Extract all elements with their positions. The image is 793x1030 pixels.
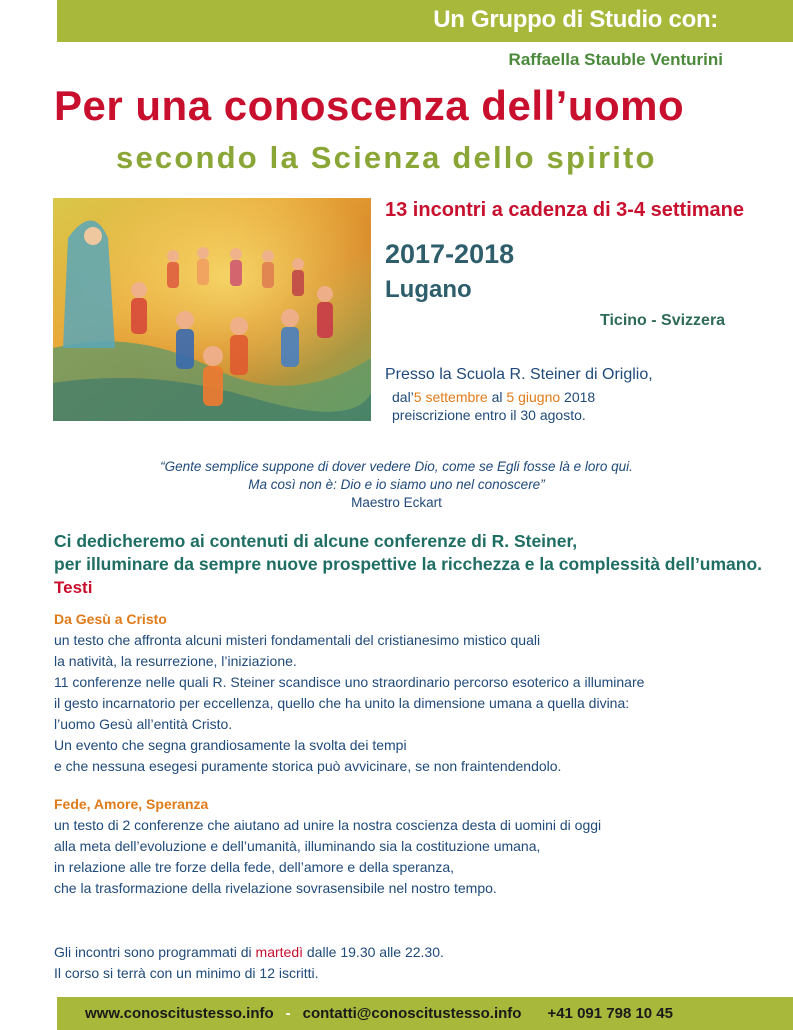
schedule-line bbox=[54, 942, 444, 963]
date-range bbox=[392, 389, 595, 405]
years: 2017-2018 bbox=[385, 239, 515, 269]
schedule-day: martedì bbox=[255, 944, 303, 960]
footer-contacts bbox=[85, 1005, 673, 1022]
book-2-line: in relazione alle tre forze della fede, dell’amore e della speranza, bbox=[54, 859, 455, 875]
book-1-line: un testo che affronta alcuni misteri fondamentali del cristianesimo mistico quali bbox=[54, 632, 541, 648]
book-2-title: Fede, Amore, Speranza bbox=[54, 796, 209, 812]
book-1-line: il gesto incarnatorio per eccellenza, quello che ha unito la dimensione umana a quella divina: bbox=[54, 695, 630, 711]
leader-name: Raffaella Stauble Venturini bbox=[508, 50, 723, 69]
website-link[interactable]: www.conoscitustesso.info bbox=[85, 1005, 274, 1022]
painting-image bbox=[53, 198, 371, 421]
book-1-title: Da Gesù a Cristo bbox=[54, 611, 167, 627]
quote-author: Maestro Eckart bbox=[351, 495, 442, 510]
dates-suffix: 2018 bbox=[560, 389, 596, 405]
book-1-line: la natività, la resurrezione, l’iniziazione. bbox=[54, 653, 297, 669]
footer-separator: - bbox=[285, 1005, 291, 1022]
sessions-info: 13 incontri a cadenza di 3-4 settimane bbox=[385, 199, 745, 221]
book-2-description bbox=[54, 815, 601, 899]
book-1-description bbox=[54, 630, 644, 777]
schedule-note bbox=[54, 942, 444, 984]
region: Ticino - Svizzera bbox=[600, 312, 726, 329]
email-link[interactable]: contatti@conoscitustesso.info bbox=[302, 1005, 522, 1022]
date-end: 5 giugno bbox=[506, 389, 561, 405]
book-1-line: l’uomo Gesù all’entità Cristo. bbox=[54, 716, 233, 732]
quote-line-2: Ma così non è: Dio e io siamo uno nel conoscere” bbox=[248, 477, 545, 492]
preregistration: preiscrizione entro il 30 agosto. bbox=[392, 407, 586, 423]
minimum-participants: Il corso si terrà con un minimo di 12 iscritti. bbox=[54, 965, 319, 981]
header-banner bbox=[57, 0, 793, 42]
page-title: Per una conoscenza dell’uomo bbox=[54, 82, 685, 129]
texts-heading: Testi bbox=[54, 578, 93, 597]
dates-mid: al bbox=[487, 389, 507, 405]
quote bbox=[0, 458, 793, 512]
intro bbox=[54, 530, 762, 576]
book-1-line: Un evento che segna grandiosamente la svolta dei tempi bbox=[54, 737, 407, 753]
book-2-line: alla meta dell’evoluzione e dell’umanità, illuminando sia la costituzione umana, bbox=[54, 838, 541, 854]
banner-text: Un Gruppo di Studio con: bbox=[433, 6, 718, 33]
quote-line-1: “Gente semplice suppone di dover vedere Dio, come se Egli fosse là e loro qui. bbox=[160, 459, 633, 474]
footer-bar bbox=[57, 997, 793, 1030]
intro-line-2: per illuminare da sempre nuove prospettive la ricchezza e la complessità dell’umano. bbox=[54, 554, 763, 574]
page-subtitle: secondo la Scienza dello spirito bbox=[116, 140, 657, 175]
book-1-line: e che nessuna esegesi puramente storica può avvicinare, se non fraintendendolo. bbox=[54, 758, 562, 774]
city: Lugano bbox=[385, 276, 472, 303]
dates-prefix: dal’ bbox=[392, 389, 414, 405]
schedule-suffix: dalle 19.30 alle 22.30. bbox=[303, 944, 444, 960]
book-1-line: 11 conferenze nelle quali R. Steiner scandisce uno straordinario percorso esoterico a illuminare bbox=[54, 674, 645, 690]
book-2-line: che la trasformazione della rivelazione sovrasensibile nel nostro tempo. bbox=[54, 880, 497, 896]
date-start: 5 settembre bbox=[413, 389, 488, 405]
schedule-prefix: Gli incontri sono programmati di bbox=[54, 944, 256, 960]
book-2-line: un testo di 2 conferenze che aiutano ad unire la nostra coscienza desta di uomini di oggi bbox=[54, 817, 602, 833]
venue: Presso la Scuola R. Steiner di Origlio, bbox=[385, 366, 653, 383]
phone-number: +41 091 798 10 45 bbox=[547, 1005, 673, 1022]
intro-line-1: Ci dedicheremo ai contenuti di alcune conferenze di R. Steiner, bbox=[54, 531, 578, 551]
